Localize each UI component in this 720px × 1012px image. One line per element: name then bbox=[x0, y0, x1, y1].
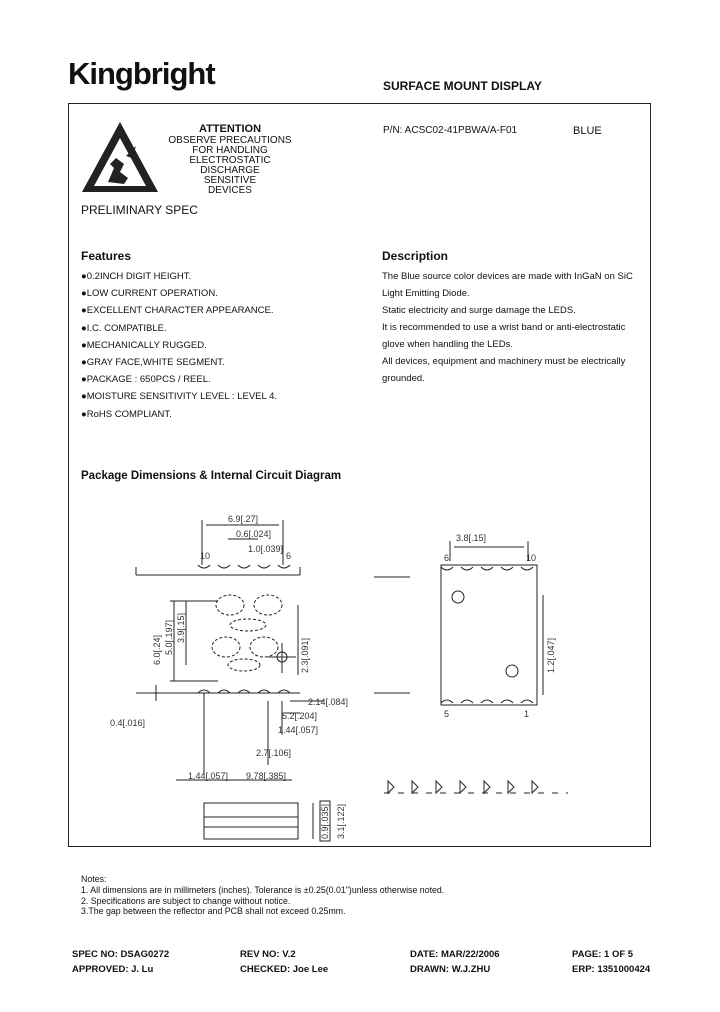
package-dimension-drawing bbox=[68, 505, 651, 845]
description-line: All devices, equipment and machinery must be electrically bbox=[382, 356, 626, 367]
description-text bbox=[382, 268, 647, 387]
pin-label: 5 bbox=[444, 709, 450, 719]
note-line: 3.The gap between the reflector and PCB shall not exceed 0.25mm. bbox=[81, 906, 346, 917]
dim-label: 2.14[.084] bbox=[308, 697, 349, 707]
feature-item: ●GRAY FACE,WHITE SEGMENT. bbox=[81, 357, 225, 369]
dim-label: 1.2[.047] bbox=[546, 637, 556, 673]
description-line: grounded. bbox=[382, 373, 425, 384]
dim-label: 1.44[.057] bbox=[278, 725, 319, 735]
feature-item: ●PACKAGE : 650PCS / REEL. bbox=[81, 374, 211, 386]
dim-label: 3.1[.122] bbox=[336, 803, 346, 839]
attention-line: FOR HANDLING bbox=[192, 145, 268, 156]
notes-heading: Notes: bbox=[81, 874, 107, 884]
dim-label: 9.78[.385] bbox=[246, 771, 287, 781]
circuit-diodes bbox=[388, 781, 538, 793]
drawn-by: DRAWN: W.J.ZHU bbox=[410, 964, 491, 975]
erp-number: ERP: 1351000424 bbox=[572, 964, 651, 975]
feature-item: ●0.2INCH DIGIT HEIGHT. bbox=[81, 271, 192, 282]
feature-item: ●MOISTURE SENSITIVITY LEVEL : LEVEL 4. bbox=[81, 391, 277, 403]
date: DATE: MAR/22/2006 bbox=[410, 949, 500, 960]
preliminary-label: PRELIMINARY SPEC bbox=[81, 203, 198, 217]
pin-label: 10 bbox=[200, 551, 211, 561]
feature-item: ●I.C. COMPATIBLE. bbox=[81, 322, 167, 334]
dim-label: 6.9[.27] bbox=[228, 514, 259, 524]
part-color: BLUE bbox=[573, 125, 602, 137]
attention-line: DISCHARGE bbox=[200, 165, 260, 176]
pin-label: 1 bbox=[524, 709, 530, 719]
description-line: Static electricity and surge damage the LEDS. bbox=[382, 305, 576, 316]
description-line: Light Emitting Diode. bbox=[382, 288, 470, 299]
checked-by: CHECKED: Joe Lee bbox=[240, 964, 329, 975]
dim-label: 3.9[.15] bbox=[176, 612, 186, 643]
feature-item: ●LOW CURRENT OPERATION. bbox=[81, 288, 218, 300]
dim-label: 3.8[.15] bbox=[456, 533, 487, 543]
feature-item: ●EXCELLENT CHARACTER APPEARANCE. bbox=[81, 305, 274, 317]
dim-label: 1.44[.057] bbox=[188, 771, 229, 781]
pin-label: 6 bbox=[286, 551, 292, 561]
description-heading: Description bbox=[382, 249, 449, 263]
dim-label: 6.0[.24] bbox=[152, 634, 162, 665]
dim-label: 0.9[.035] bbox=[320, 803, 330, 839]
pin-label: 10 bbox=[526, 553, 537, 563]
dim-label: 2.7[.106] bbox=[256, 748, 292, 758]
note-line: 2. Specifications are subject to change without notice. bbox=[81, 895, 291, 906]
part-number: P/N: ACSC02-41PBWA/A-F01 bbox=[383, 125, 518, 136]
note-line: 1. All dimensions are in millimeters (inches). Tolerance is ±0.25(0.01")unless otherwise noted. bbox=[81, 884, 445, 895]
spec-no: SPEC NO: DSAG0272 bbox=[72, 949, 170, 960]
dim-label: 1.0[.039] bbox=[248, 544, 284, 554]
attention-line: DEVICES bbox=[208, 185, 252, 196]
dim-label: 5.0[.197] bbox=[164, 619, 174, 655]
features-heading: Features bbox=[81, 249, 132, 263]
dim-label: 2.3[.091] bbox=[300, 637, 310, 673]
attention-notice bbox=[160, 124, 300, 196]
description-line: glove when handling the LEDs. bbox=[382, 339, 513, 350]
notes bbox=[81, 874, 444, 917]
attention-heading: ATTENTION bbox=[198, 123, 262, 135]
digit-segments bbox=[212, 595, 282, 671]
dim-label: 5.2[.204] bbox=[282, 711, 318, 721]
rev-no: REV NO: V.2 bbox=[240, 949, 296, 960]
attention-line: SENSITIVE bbox=[203, 175, 257, 186]
attention-line: ELECTROSTATIC bbox=[189, 155, 271, 166]
features-list bbox=[81, 268, 277, 423]
description-line: It is recommended to use a wrist band or anti-electrostatic bbox=[382, 322, 626, 333]
esd-warning-icon bbox=[80, 120, 160, 195]
attention-line: OBSERVE PRECAUTIONS bbox=[168, 135, 292, 146]
feature-item: ●MECHANICALLY RUGGED. bbox=[81, 339, 207, 351]
dim-label: 0.6[.024] bbox=[236, 529, 272, 539]
pin-label: 6 bbox=[444, 553, 450, 563]
feature-item: ●RoHS COMPLIANT. bbox=[81, 408, 172, 420]
dim-label: 0.4[.016] bbox=[110, 718, 146, 728]
page-number: PAGE: 1 OF 5 bbox=[572, 949, 634, 960]
kingbright-logo: Kingbright bbox=[68, 56, 215, 91]
package-heading: Package Dimensions & Internal Circuit Diagram bbox=[81, 470, 342, 482]
document-title: SURFACE MOUNT DISPLAY bbox=[383, 79, 542, 93]
approved-by: APPROVED: J. Lu bbox=[72, 964, 154, 975]
description-line: The Blue source color devices are made with InGaN on SiC bbox=[382, 271, 633, 282]
